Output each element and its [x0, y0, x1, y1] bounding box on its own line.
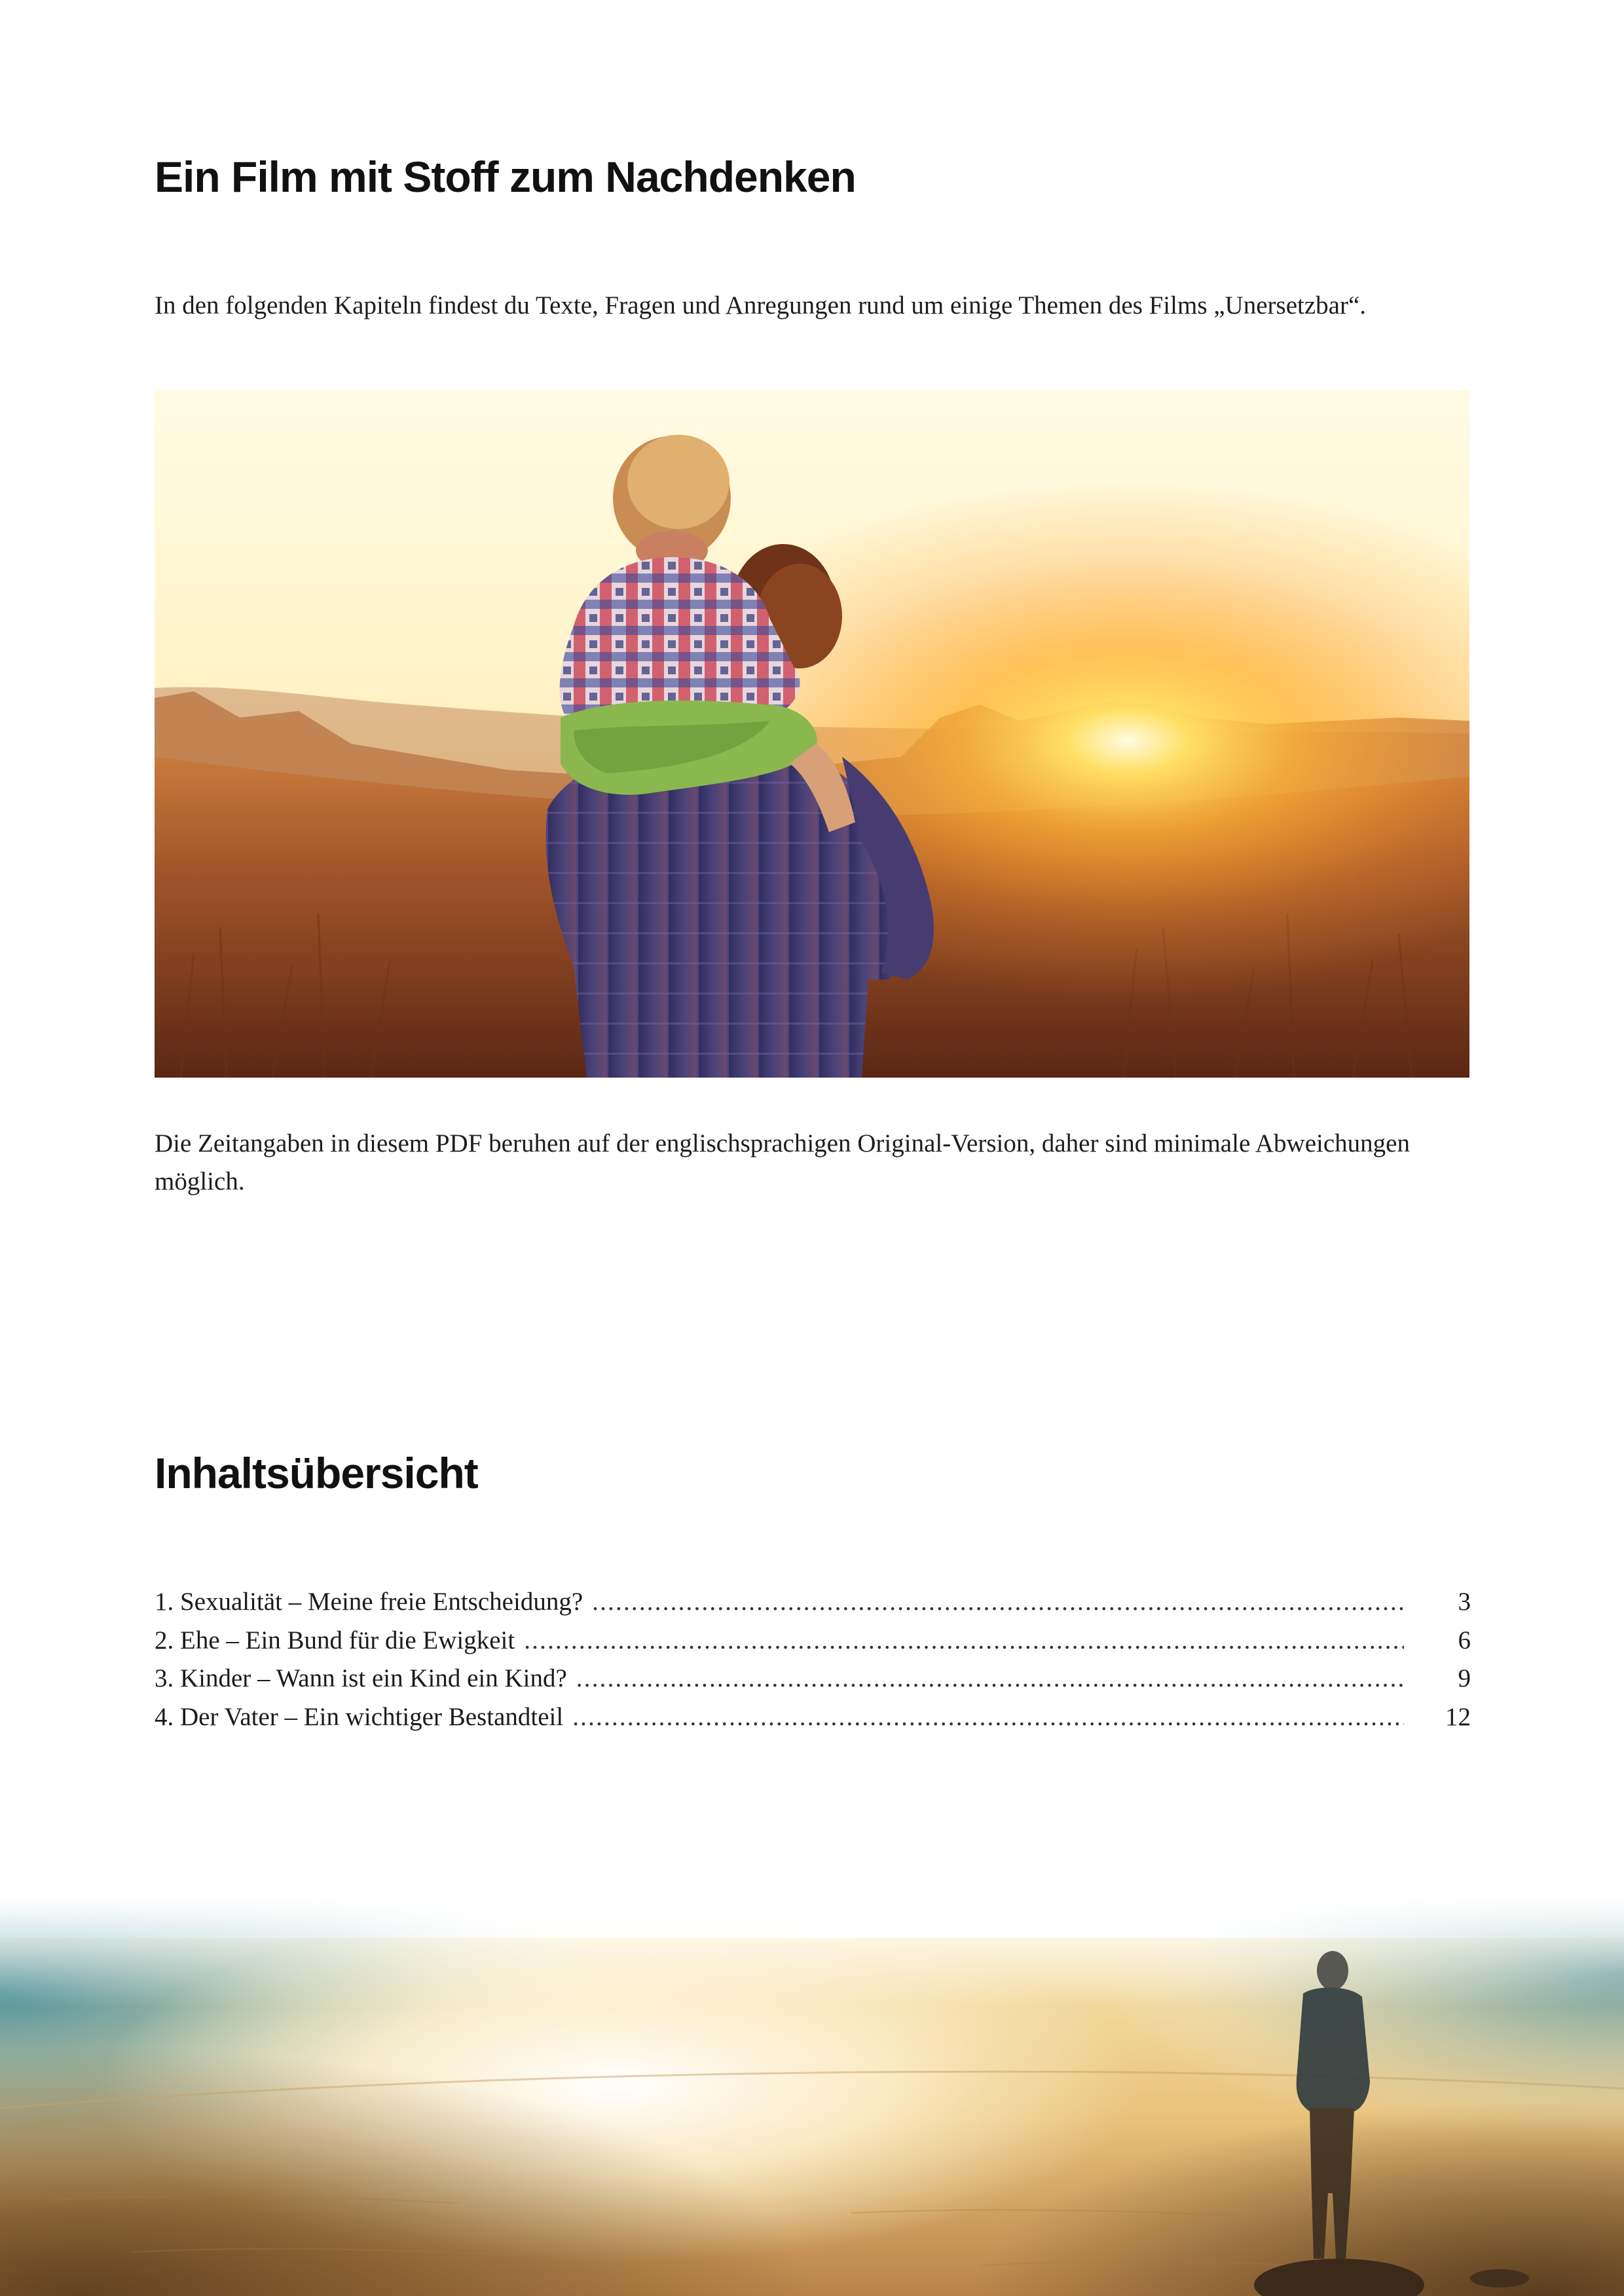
toc-heading: Inhaltsübersicht [155, 1449, 478, 1497]
toc-entry-title: 3. Kinder – Wann ist ein Kind ein Kind? [155, 1664, 567, 1692]
toc-entry-title: 1. Sexualität – Meine freie Entscheidung? [155, 1588, 583, 1616]
toc-entry-title: 2. Ehe – Ein Bund für die Ewigkeit [155, 1626, 515, 1654]
toc-dot-leader [576, 1660, 1404, 1698]
toc-page-number: 9 [1458, 1664, 1471, 1692]
toc-dot-leader [592, 1583, 1404, 1622]
toc-entry-ehe[interactable] [155, 1622, 1471, 1660]
toc-page-number: 12 [1445, 1702, 1471, 1731]
toc-dot-leader [572, 1698, 1404, 1737]
version-note: Die Zeitangaben in diesem PDF beruhen auf der englischsprachigen Original-Version, daher sind minimale Abweichungen möglich. [155, 1129, 1410, 1195]
toc-page-number: 3 [1458, 1588, 1471, 1616]
father-child-sunset-photo [155, 390, 1469, 1078]
toc-entry-sexualitaet[interactable] [155, 1583, 1471, 1622]
toc-dot-leader [524, 1622, 1404, 1660]
intro-text: In den folgenden Kapiteln findest du Texte, Fragen und Anregungen rund um einige Themen des Films „Unersetzbar“. [155, 291, 1367, 319]
page-heading: Ein Film mit Stoff zum Nachdenken [155, 153, 856, 201]
toc-entry-kinder[interactable] [155, 1660, 1471, 1698]
toc-entry-vater[interactable] [155, 1698, 1471, 1737]
toc-entry-title: 4. Der Vater – Ein wichtiger Bestandteil [155, 1702, 564, 1731]
man-on-shore-illustration [0, 1741, 1624, 2296]
toc-page-number: 6 [1458, 1626, 1471, 1654]
